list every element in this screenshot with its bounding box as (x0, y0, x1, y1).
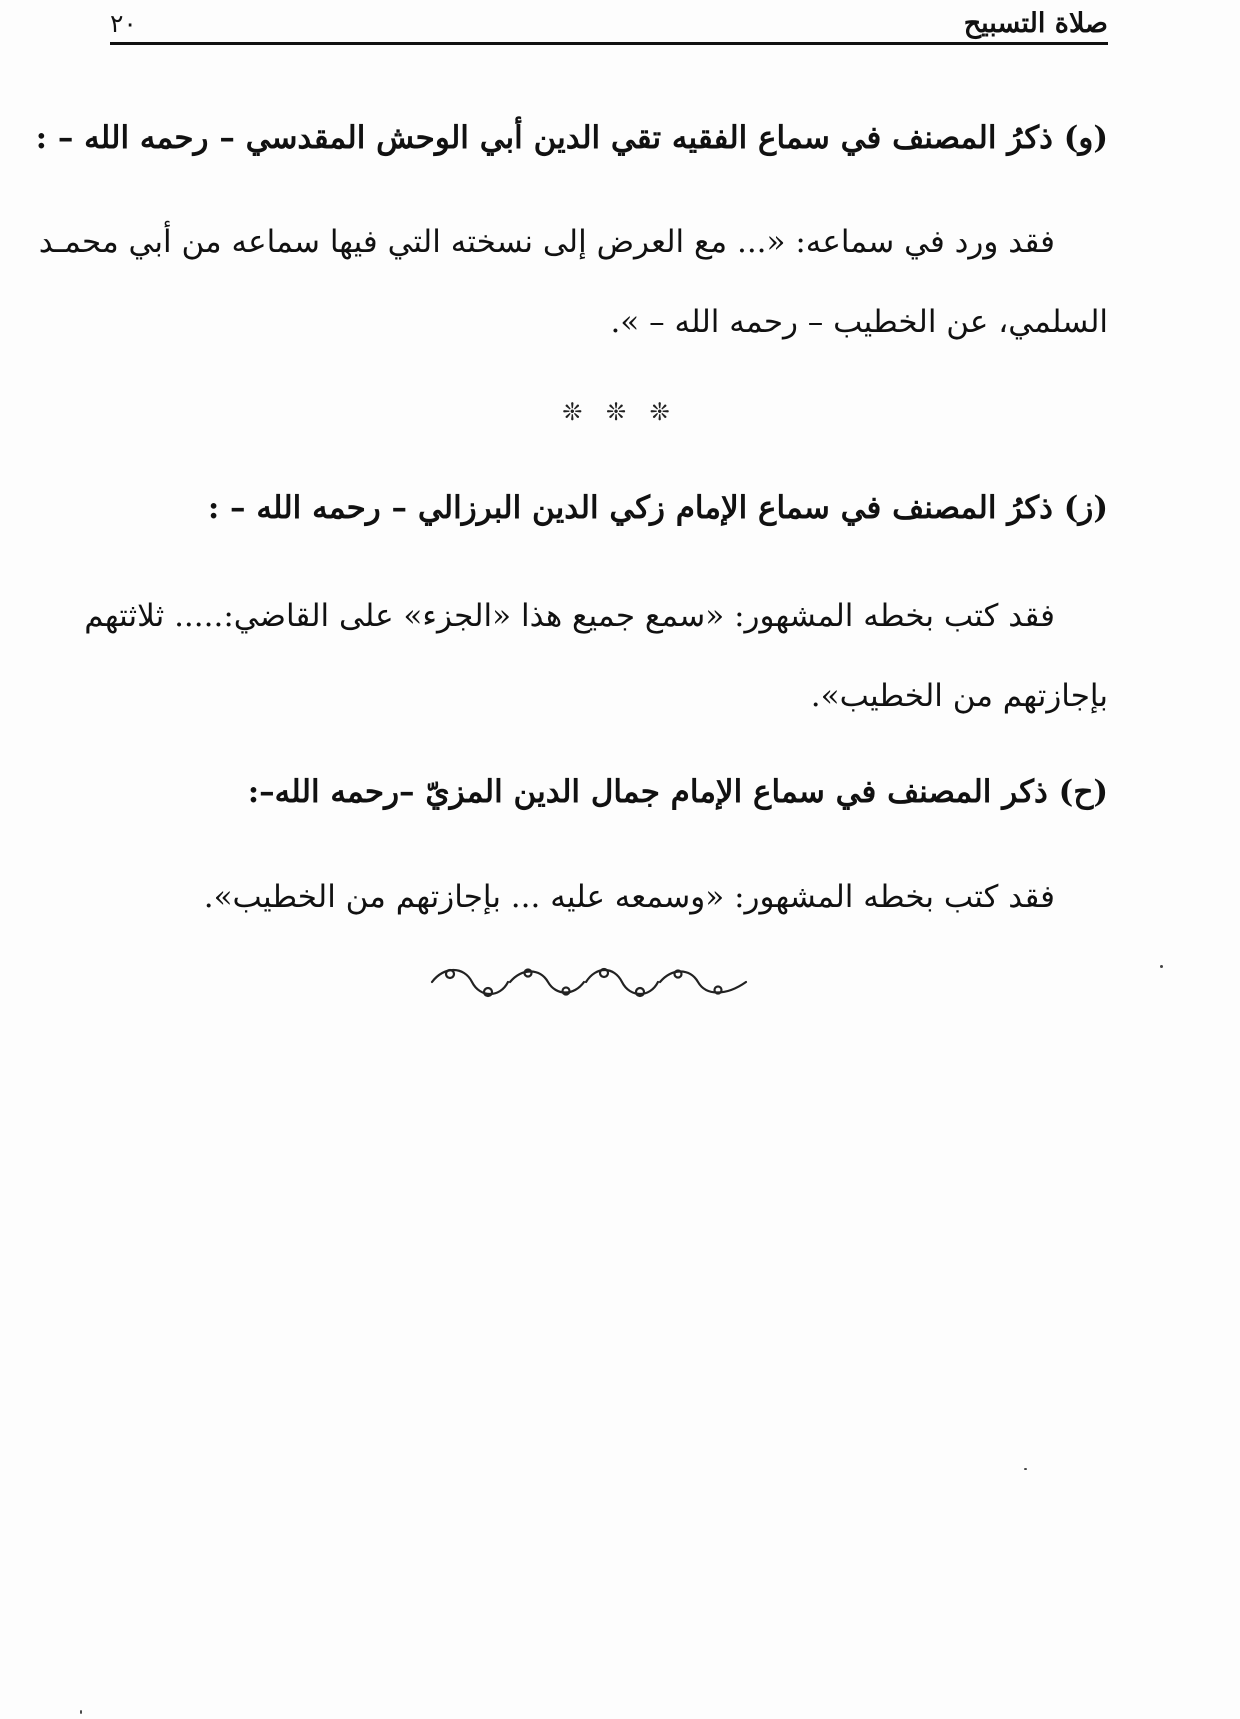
paragraph-line: بإجازتهم من الخطيب». (810, 678, 1108, 714)
paragraph-line: فقد ورد في سماعه: «... مع العرض إلى نسخته التي فيها سماعه من أبي محمـد (38, 224, 1055, 260)
section-separator: ❊ ❊ ❊ (562, 398, 678, 426)
scan-speck (80, 1710, 82, 1714)
section-heading-ha: (ح) ذكر المصنف في سماع الإمام جمال الدين المزيّ –رحمه الله–: (247, 774, 1108, 810)
scan-speck (1160, 965, 1163, 968)
paragraph-line: فقد كتب بخطه المشهور: «سمع جميع هذا «الجزء» على القاضي:..... ثلاثتهم (84, 598, 1055, 634)
scan-speck (1024, 1468, 1027, 1470)
page-number: ٢٠ (110, 9, 137, 38)
section-heading-zay: (ز) ذكرُ المصنف في سماع الإمام زكي الدين البرزالي – رحمه الله – : (207, 490, 1108, 526)
paragraph-line: السلمي، عن الخطيب – رحمه الله – ». (610, 304, 1108, 340)
running-header (110, 6, 1108, 45)
header-title: صلاة التسبيح (963, 8, 1108, 39)
paragraph-line: فقد كتب بخطه المشهور: «وسمعه عليه ... بإجازتهم من الخطيب». (203, 879, 1055, 915)
section-heading-waw: (و) ذكرُ المصنف في سماع الفقيه تقي الدين أبي الوحش المقدسي – رحمه الله – : (35, 120, 1108, 156)
closing-ornament-icon (424, 960, 754, 1004)
